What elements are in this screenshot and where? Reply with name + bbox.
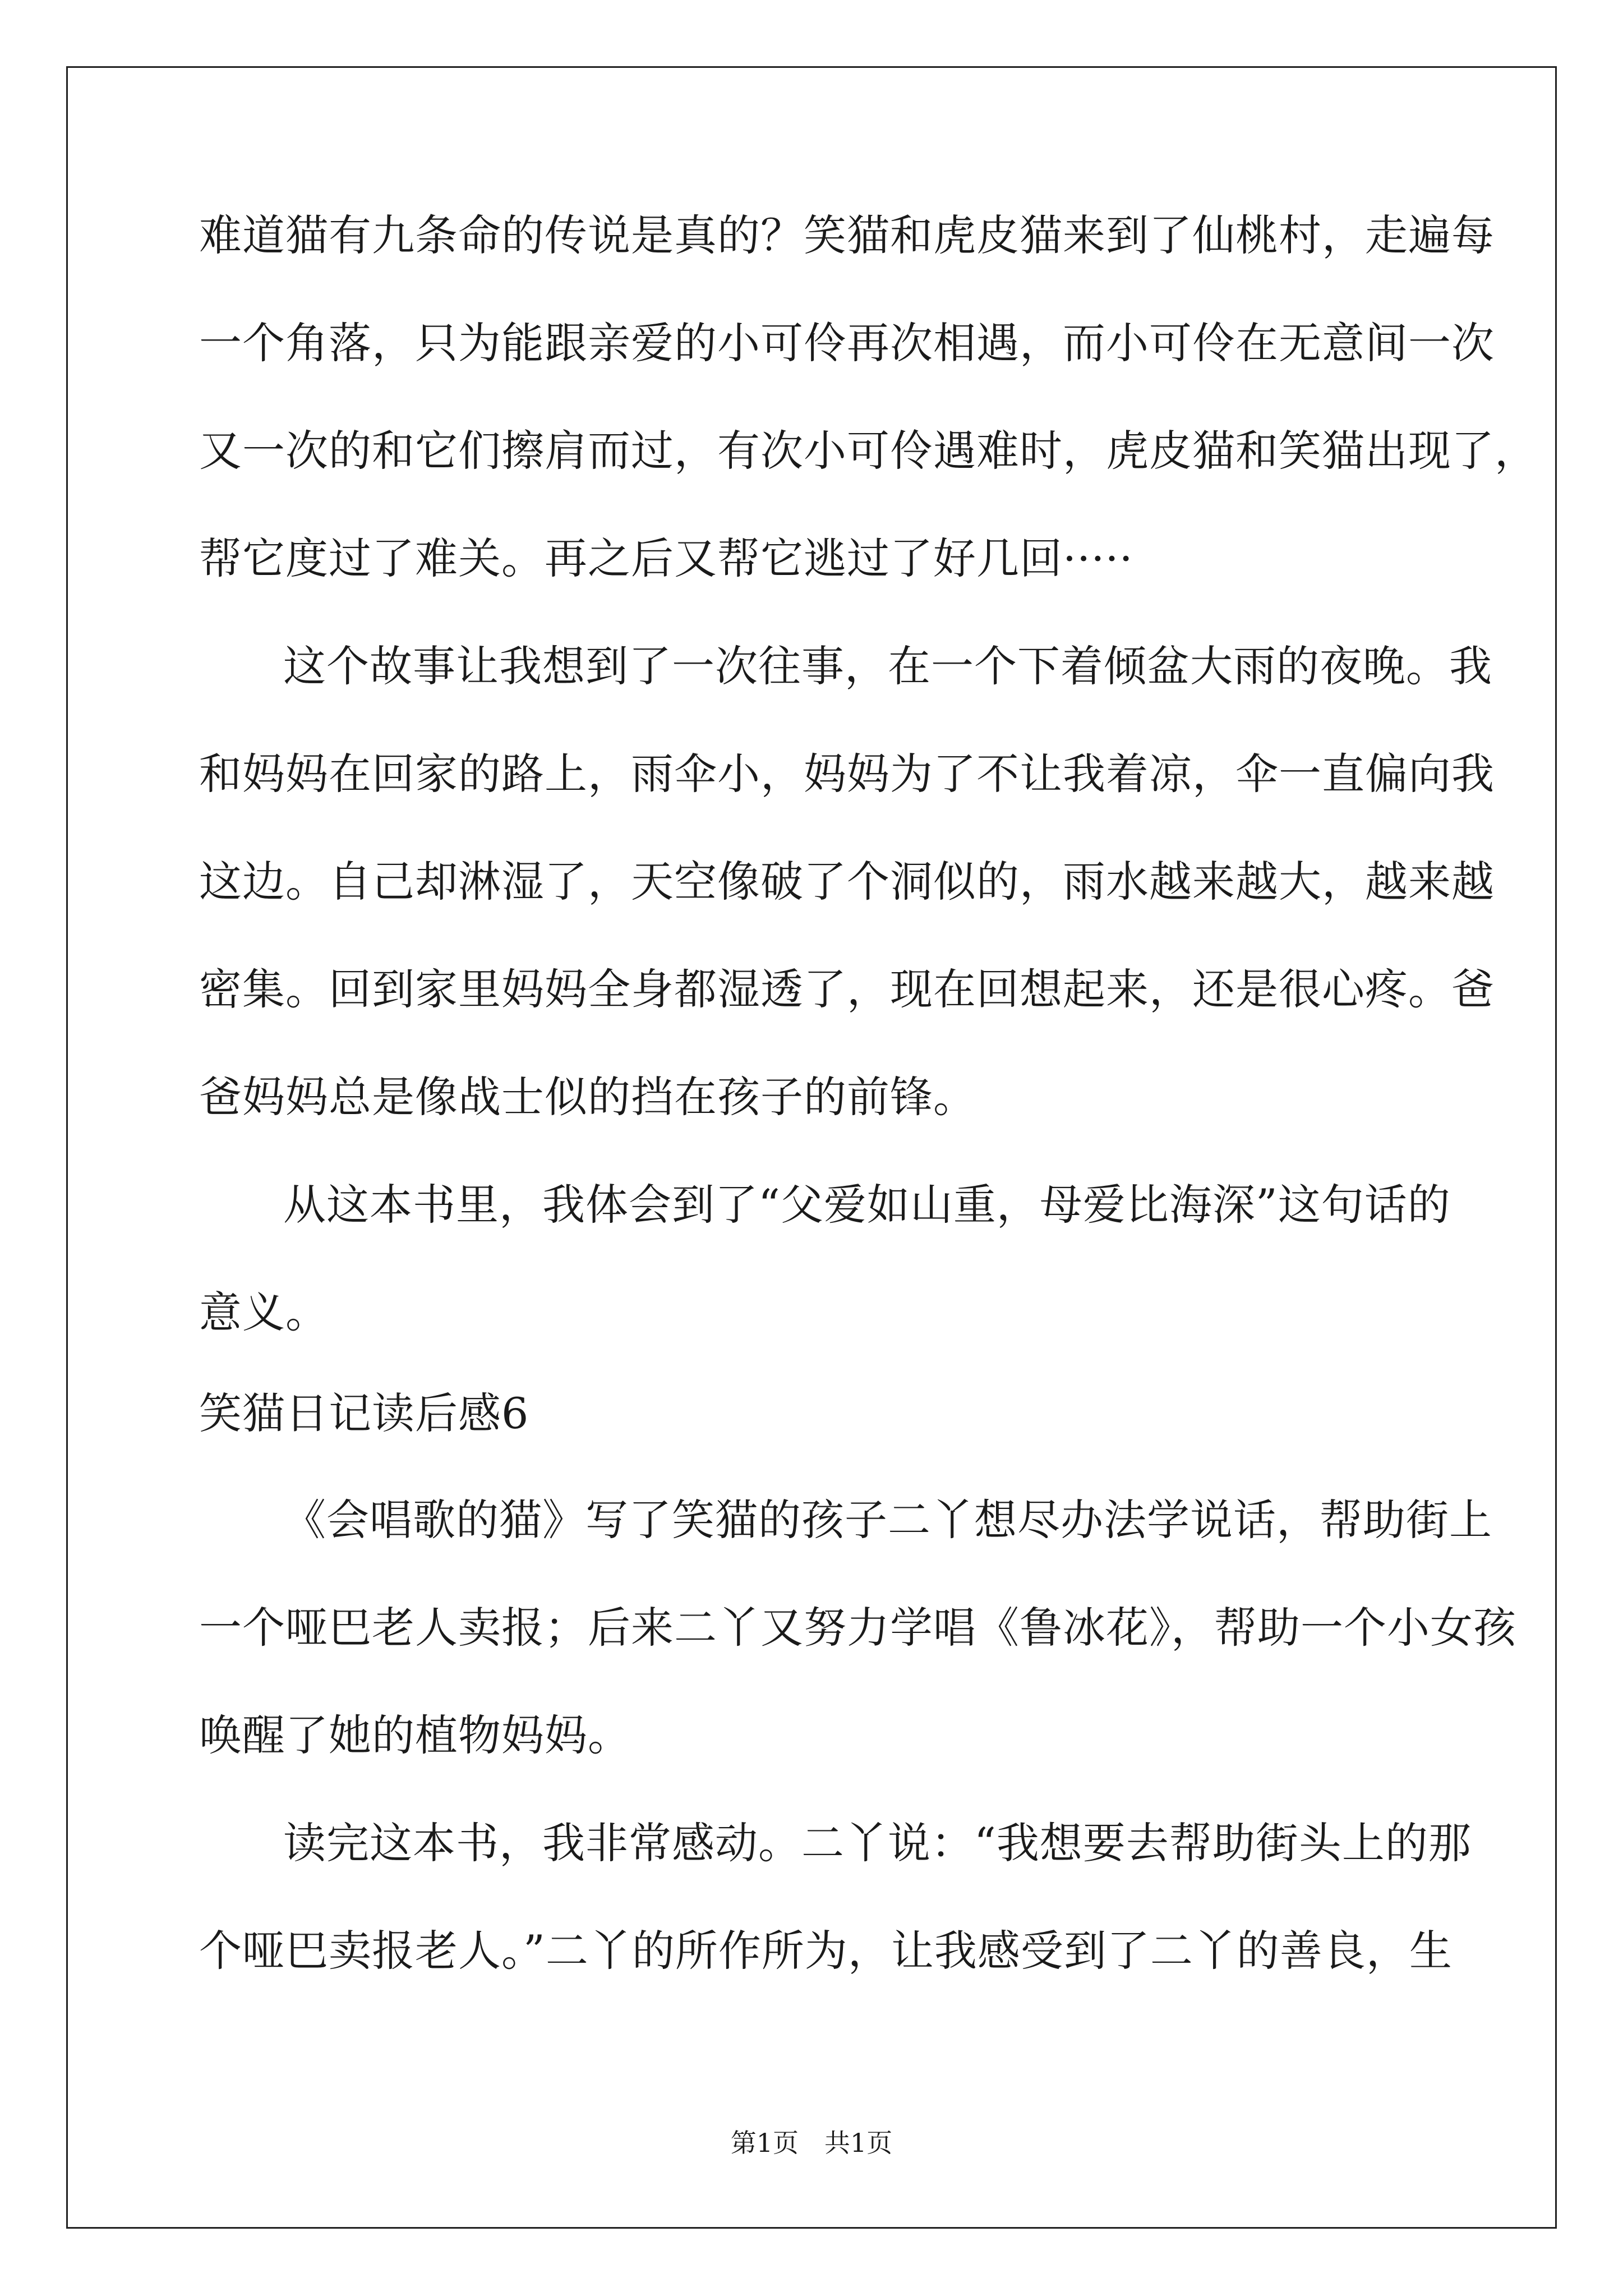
text-line-11: 意义。 <box>199 1287 329 1337</box>
text-line-13: 《会唱歌的猫》写了笑猫的孩子二丫想尽办法学说话，帮助街上 <box>283 1495 1492 1545</box>
text-line-17: 个哑巴卖报老人。”二丫的所作所为，让我感受到了二丫的善良，生 <box>199 1926 1453 1976</box>
text-line-2: 一个角落，只为能跟亲爱的小可伶再次相遇，而小可伶在无意间一次 <box>199 318 1495 368</box>
text-line-7: 这边。自己却淋湿了，天空像破了个洞似的，雨水越来越大，越来越 <box>199 857 1495 907</box>
text-line-1: 难道猫有九条命的传说是真的？笑猫和虎皮猫来到了仙桃村，走遍每 <box>199 210 1495 260</box>
text-line-5: 这个故事让我想到了一次往事，在一个下着倾盆大雨的夜晚。我 <box>283 641 1492 691</box>
text-line-4: 帮它度过了难关。再之后又帮它逃过了好几回····· <box>199 533 1133 583</box>
text-line-10: 从这本书里，我体会到了“父爱如山重，母爱比海深”这句话的 <box>283 1180 1451 1230</box>
text-line-14: 一个哑巴老人卖报；后来二丫又努力学唱《鲁冰花》，帮助一个小女孩 <box>199 1603 1516 1653</box>
text-line-16: 读完这本书，我非常感动。二丫说：“我想要去帮助街头上的那 <box>283 1818 1472 1868</box>
text-line-8: 密集。回到家里妈妈全身都湿透了，现在回想起来，还是很心疼。爸 <box>199 964 1495 1014</box>
text-line-3: 又一次的和它们擦肩而过，有次小可伶遇难时，虎皮猫和笑猫出现了， <box>199 426 1538 476</box>
text-line-9: 爸妈妈总是像战士似的挡在孩子的前锋。 <box>199 1072 976 1122</box>
text-line-6: 和妈妈在回家的路上，雨伞小，妈妈为了不让我着凉，伞一直偏向我 <box>199 749 1495 799</box>
page-footer: 第1页 共1页 <box>730 2128 893 2158</box>
text-line-15: 唤醒了她的植物妈妈。 <box>199 1710 631 1760</box>
section-heading: 笑猫日记读后感6 <box>199 1388 529 1438</box>
page-border <box>66 66 1557 2229</box>
